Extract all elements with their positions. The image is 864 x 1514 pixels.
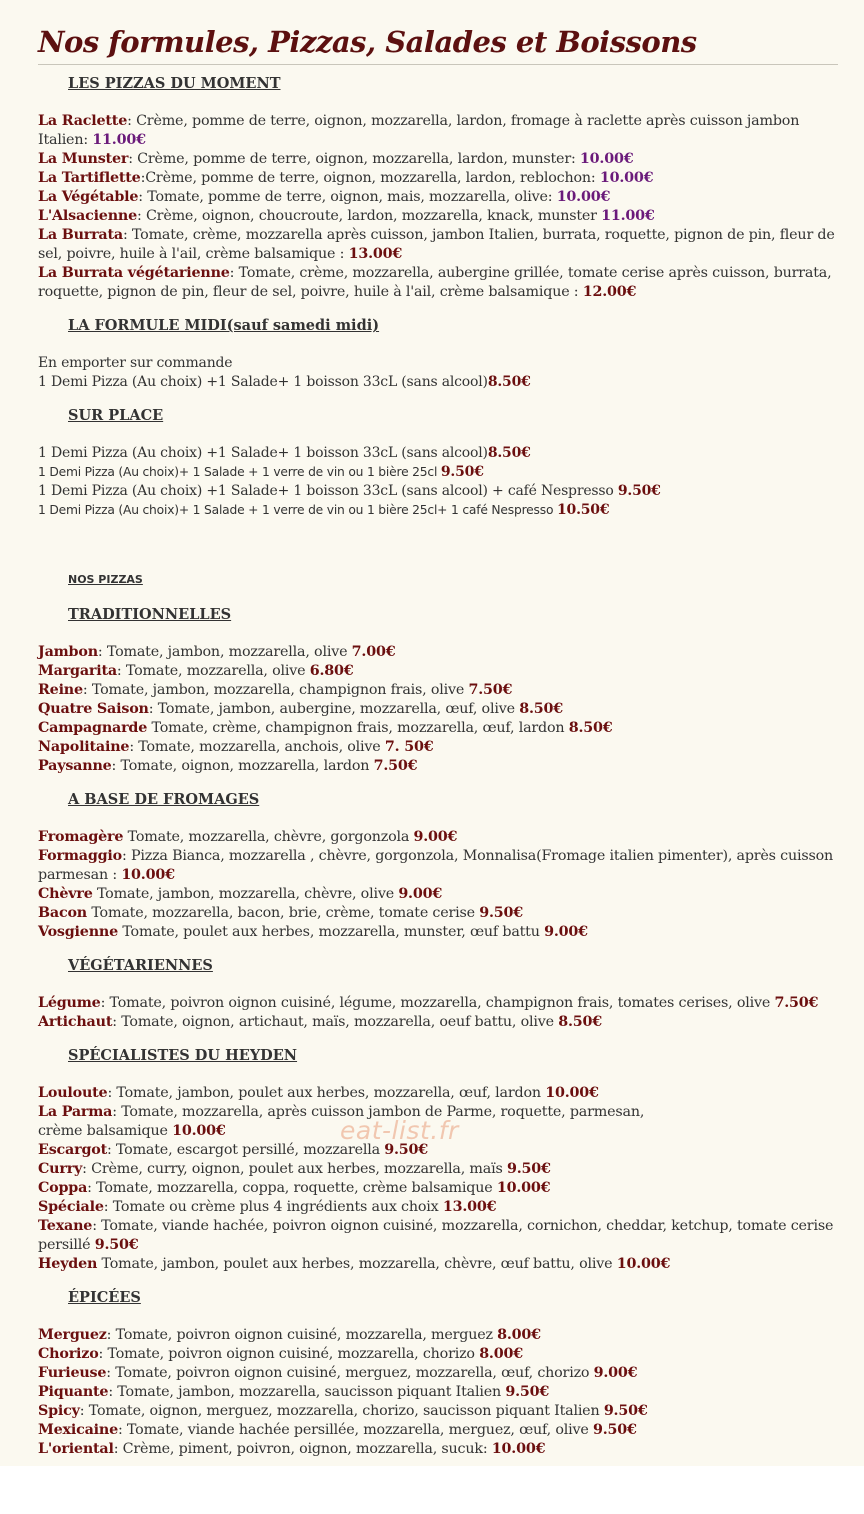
section-title-vegetariennes: VÉGÉTARIENNES <box>68 957 213 974</box>
section-title-specialistes: SPÉCIALISTES DU HEYDEN <box>68 1047 298 1064</box>
menu-item: Reine: Tomate, jambon, mozzarella, champignon frais, olive 7.50€ <box>38 682 513 698</box>
section-title-moment: LES PIZZAS DU MOMENT <box>68 75 281 92</box>
menu-item: Napolitaine: Tomate, mozzarella, anchois, olive 7. 50€ <box>38 739 434 755</box>
menu-item: Jambon: Tomate, jambon, mozzarella, olive 7.00€ <box>38 644 396 660</box>
formule-line: 1 Demi Pizza (Au choix) +1 Salade+ 1 boisson 33cL (sans alcool) + café Nespresso 9.50€ <box>38 483 661 499</box>
menu-item: Vosgienne Tomate, poulet aux herbes, mozzarella, munster, œuf battu 9.00€ <box>38 924 588 940</box>
menu-item: Curry: Crème, curry, oignon, poulet aux herbes, mozzarella, maïs 9.50€ <box>38 1161 551 1177</box>
menu-item: La Parma: Tomate, mozzarella, après cuisson jambon de Parme, roquette, parmesan, crème balsamique 10.00€ <box>38 1104 645 1139</box>
menu-item: Spicy: Tomate, oignon, merguez, mozzarella, chorizo, saucisson piquant Italien 9.50€ <box>38 1403 648 1419</box>
epicees-list <box>38 1326 838 1459</box>
menu-item: Margarita: Tomate, mozzarella, olive 6.80€ <box>38 663 354 679</box>
menu-item: La Tartiflette:Crème, pomme de terre, oignon, mozzarella, lardon, reblochon: 10.00€ <box>38 170 654 186</box>
menu-item: Louloute: Tomate, jambon, poulet aux herbes, mozzarella, œuf, lardon 10.00€ <box>38 1085 599 1101</box>
menu-item: La Munster: Crème, pomme de terre, oignon, mozzarella, lardon, munster: 10.00€ <box>38 151 634 167</box>
menu-content <box>38 74 838 1459</box>
formule-line: 1 Demi Pizza (Au choix) +1 Salade+ 1 boisson 33cL (sans alcool)8.50€ <box>38 374 531 390</box>
formule-line: 1 Demi Pizza (Au choix)+ 1 Salade + 1 verre de vin ou 1 bière 25cl 9.50€ <box>38 464 484 480</box>
page-title: Nos formules, Pizzas, Salades et Boissons <box>38 25 697 59</box>
menu-item: La Burrata: Tomate, crème, mozzarella après cuisson, jambon Italien, burrata, roquette, pignon de pin, fleur de sel, poivre, huile à l'ail, crème balsamique : 13.00€ <box>38 227 835 262</box>
menu-item: Quatre Saison: Tomate, jambon, aubergine, mozzarella, œuf, olive 8.50€ <box>38 701 563 717</box>
menu-item: La Burrata végétarienne: Tomate, crème, mozzarella, aubergine grillée, tomate cerise après cuisson, burrata, roquette, pignon de pin, fleur de sel, poivre, huile à l'ail, crème balsamique : 12.00€ <box>38 265 832 300</box>
menu-item: La Raclette: Crème, pomme de terre, oignon, mozzarella, lardon, fromage à raclette après cuisson jambon Italien: 11.00€ <box>38 113 800 148</box>
menu-item: L'oriental: Crème, piment, poivron, oignon, mozzarella, sucuk: 10.00€ <box>38 1441 546 1457</box>
menu-item: Formaggio: Pizza Bianca, mozzarella , chèvre, gorgonzola, Monnalisa(Fromage italien pimenter), après cuisson parmesan : 10.00€ <box>38 848 834 883</box>
moment-list <box>38 112 838 302</box>
menu-item: La Végétable: Tomate, pomme de terre, oignon, mais, mozzarella, olive: 10.00€ <box>38 189 611 205</box>
section-title-epicees: ÉPICÉES <box>68 1289 141 1306</box>
vegetariennes-list <box>38 994 838 1032</box>
menu-item: Paysanne: Tomate, oignon, mozzarella, lardon 7.50€ <box>38 758 418 774</box>
section-title-surplace: SUR PLACE <box>68 407 164 424</box>
menu-item: Chèvre Tomate, jambon, mozzarella, chèvre, olive 9.00€ <box>38 886 443 902</box>
menu-item: Piquante: Tomate, jambon, mozzarella, saucisson piquant Italien 9.50€ <box>38 1384 550 1400</box>
watermark-text: eat-list.fr <box>340 1116 459 1145</box>
menu-item: Spéciale: Tomate ou crème plus 4 ingrédients aux choix 13.00€ <box>38 1199 497 1215</box>
menu-item: Furieuse: Tomate, poivron oignon cuisiné, merguez, mozzarella, œuf, chorizo 9.00€ <box>38 1365 638 1381</box>
menu-item: Artichaut: Tomate, oignon, artichaut, maïs, mozzarella, oeuf battu, olive 8.50€ <box>38 1014 602 1030</box>
menu-item: Merguez: Tomate, poivron oignon cuisiné, mozzarella, merguez 8.00€ <box>38 1327 541 1343</box>
menu-item: Bacon Tomate, mozzarella, bacon, brie, crème, tomate cerise 9.50€ <box>38 905 524 921</box>
menu-item: Légume: Tomate, poivron oignon cuisiné, légume, mozzarella, champignon frais, tomates cerises, olive 7.50€ <box>38 995 819 1011</box>
section-title-midi: LA FORMULE MIDI(sauf samedi midi) <box>68 317 380 334</box>
menu-item: Coppa: Tomate, mozzarella, coppa, roquette, crème balsamique 10.00€ <box>38 1180 551 1196</box>
formule-line: 1 Demi Pizza (Au choix)+ 1 Salade + 1 verre de vin ou 1 bière 25cl+ 1 café Nespresso 10.50€ <box>38 502 610 518</box>
menu-item: L'Alsacienne: Crème, oignon, choucroute, lardon, mozzarella, knack, munster 11.00€ <box>38 208 655 224</box>
menu-item: Campagnarde Tomate, crème, champignon frais, mozzarella, œuf, lardon 8.50€ <box>38 720 613 736</box>
formule-line: 1 Demi Pizza (Au choix) +1 Salade+ 1 boisson 33cL (sans alcool)8.50€ <box>38 445 531 461</box>
menu-item: Escargot: Tomate, escargot persillé, mozzarella 9.50€ <box>38 1142 429 1158</box>
traditionnelles-list <box>38 643 838 776</box>
menu-item: Fromagère Tomate, mozzarella, chèvre, gorgonzola 9.00€ <box>38 829 458 845</box>
section-title-traditionnelles: TRADITIONNELLES <box>68 606 232 623</box>
menu-item: Texane: Tomate, viande hachée, poivron oignon cuisiné, mozzarella, cornichon, cheddar, ketchup, tomate cerise persillé 9.50€ <box>38 1218 834 1253</box>
menu-header <box>38 20 838 65</box>
section-title-fromages: A BASE DE FROMAGES <box>68 791 260 808</box>
menu-item: Heyden Tomate, jambon, poulet aux herbes, mozzarella, chèvre, œuf battu, olive 10.00€ <box>38 1256 671 1272</box>
section-title-nos-pizzas: NOS PIZZAS <box>68 573 143 586</box>
menu-item: Chorizo: Tomate, poivron oignon cuisiné, mozzarella, chorizo 8.00€ <box>38 1346 523 1362</box>
menu-item: Mexicaine: Tomate, viande hachée persillée, mozzarella, merguez, œuf, olive 9.50€ <box>38 1422 637 1438</box>
formule-line: En emporter sur commande <box>38 355 233 371</box>
fromages-list <box>38 828 838 942</box>
specialistes-list <box>38 1084 838 1274</box>
